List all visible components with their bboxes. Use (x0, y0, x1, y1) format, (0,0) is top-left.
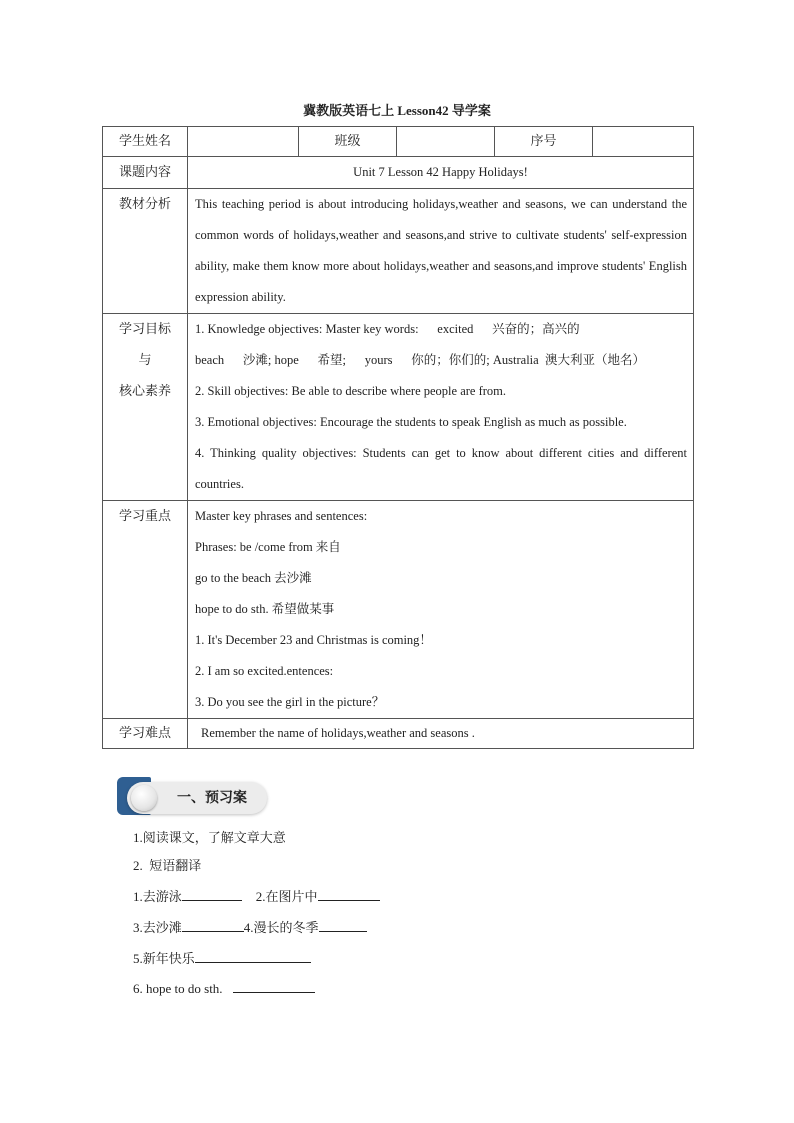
lesson-plan-table (102, 126, 694, 749)
header-pill (127, 782, 267, 814)
keypoint-line: hope to do sth. 希望做某事 (195, 602, 335, 616)
table-row (103, 501, 694, 719)
exercise-prompt: 4.漫长的冬季 (243, 920, 319, 935)
exercise-prompt: 5.新年快乐 (133, 951, 195, 966)
keypoint-line: go to the beach 去沙滩 (195, 571, 312, 585)
goals-label (103, 314, 188, 501)
exercise-row (133, 980, 315, 997)
table-row (103, 157, 694, 189)
exercise-prompt: 2.在图片中 (255, 889, 318, 904)
exercise-row (133, 917, 367, 936)
answer-blank[interactable] (319, 919, 367, 932)
seat-number-label: 序号 (495, 127, 593, 157)
exercise-prompt: 3.去沙滩 (133, 920, 182, 935)
keypoint-line: Master key phrases and sentences: (195, 509, 368, 523)
answer-blank[interactable] (182, 888, 242, 901)
student-name-label: 学生姓名 (103, 127, 188, 157)
goal-line: 4. Thinking quality objectives: Students can get to know about different cities and different countries. (195, 446, 687, 491)
answer-blank[interactable] (233, 980, 315, 993)
goals-cell (188, 314, 694, 501)
analysis-cell (188, 189, 694, 314)
keypoints-cell (188, 501, 694, 719)
exercise-prompt: 1.去游泳 (133, 889, 182, 904)
goal-line: 2. Skill objectives: Be able to describe where people are from. (195, 384, 507, 398)
topic-value: Unit 7 Lesson 42 Happy Holidays! (188, 157, 694, 189)
preview-header-text: 一、预习案 (177, 790, 247, 806)
exercise-prompt: 6. hope to do sth. (133, 981, 223, 996)
exercise-row (133, 886, 380, 905)
page-title: 冀教版英语七上 Lesson42 导学案 (303, 103, 491, 118)
topic-label: 课题内容 (103, 157, 188, 189)
class-label: 班级 (299, 127, 397, 157)
answer-blank[interactable] (182, 919, 244, 932)
seat-number-field[interactable] (593, 127, 694, 157)
analysis-text: This teaching period is about introducing holidays,weather and seasons, we can understand the common words of holidays,weather and seasons,and strive to cultivate students' self-expression ability, make them know more about holidays,weather and seasons,and improve students' English expression ability. (195, 197, 687, 304)
keypoint-line: 3. Do you see the girl in the picture？ (195, 695, 385, 709)
goal-line: beach 沙滩; hope 希望; yours 你的；你们的; Australia 澳大利亚（地名） (195, 353, 645, 367)
keypoint-line: Phrases: be /come from 来自 (195, 540, 341, 554)
preview-section-header (117, 775, 267, 819)
table-row (103, 127, 694, 157)
class-field[interactable] (397, 127, 495, 157)
table-row (103, 719, 694, 749)
goal-line: 3. Emotional objectives: Encourage the students to speak English as much as possible. (195, 415, 627, 429)
keypoint-line: 1. It's December 23 and Christmas is coming！ (195, 633, 432, 647)
keypoints-label: 学习重点 (103, 501, 188, 719)
preview-item: 1.阅读课文，了解文章大意 (133, 830, 286, 845)
difficulty-value: Remember the name of holidays,weather and seasons . (188, 719, 694, 749)
preview-item: 2. 短语翻译 (133, 858, 202, 873)
answer-blank[interactable] (195, 950, 311, 963)
table-row (103, 314, 694, 501)
bullet-circle-icon (131, 785, 157, 811)
table-row (103, 189, 694, 314)
analysis-label: 教材分析 (103, 189, 188, 314)
goals-label-line: 与 (138, 353, 152, 368)
student-name-field[interactable] (188, 127, 299, 157)
exercise-row (133, 948, 311, 967)
keypoint-line: 2. I am so excited.entences: (195, 664, 334, 678)
goals-label-line: 学习目标 (118, 322, 171, 337)
goals-label-line: 核心素养 (118, 384, 171, 399)
goal-line: 1. Knowledge objectives: Master key words: excited 兴奋的；高兴的 (195, 322, 580, 336)
answer-blank[interactable] (318, 888, 380, 901)
difficulty-label: 学习难点 (103, 719, 188, 749)
